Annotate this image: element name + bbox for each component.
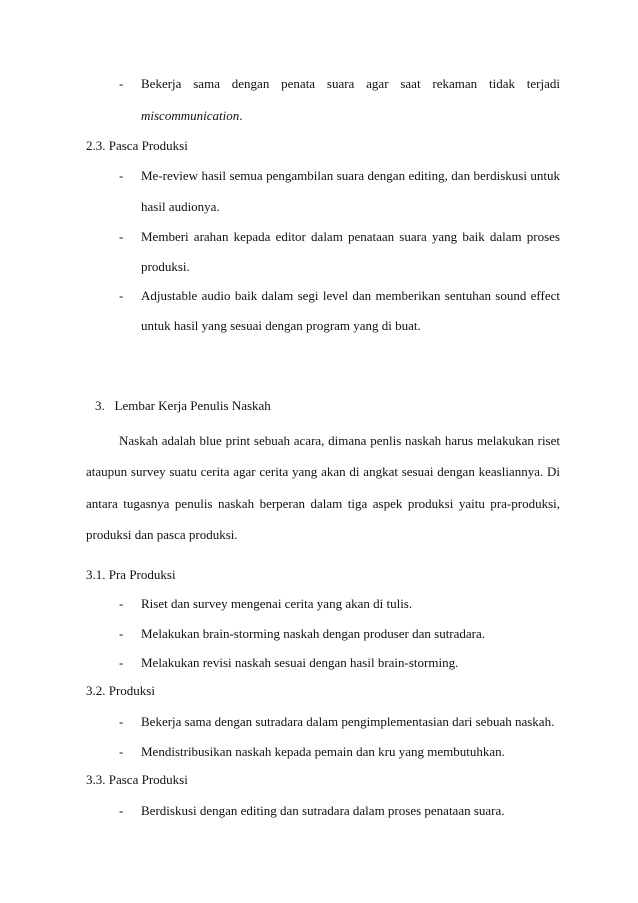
section-heading-3-3: 3.3. Pasca Produksi	[86, 772, 188, 787]
list-item-text: Adjustable audio baik dalam segi level dan memberikan sentuhan sound effect	[141, 288, 560, 303]
bullet-dash: -	[119, 168, 124, 183]
section-heading-2-3: 2.3. Pasca Produksi	[86, 138, 188, 153]
list-item-text: Bekerja sama dengan penata suara agar saat rekaman tidak terjadi	[141, 76, 560, 91]
list-item-text-continued: produksi.	[141, 259, 190, 274]
section-heading-3-2: 3.2. Produksi	[86, 683, 155, 698]
list-item-text-continued	[141, 108, 242, 124]
bullet-dash: -	[119, 288, 124, 303]
paragraph-line: antara tugasnya penulis naskah berperan dalam tiga aspek produksi yaitu pra-produksi,	[86, 496, 560, 511]
paragraph-line: Naskah adalah blue print sebuah acara, dimana penlis naskah harus melakukan riset	[119, 433, 560, 448]
list-item-text: Mendistribusikan naskah kepada pemain dan kru yang membutuhkan.	[141, 744, 505, 759]
list-item-text: Memberi arahan kepada editor dalam penataan suara yang baik dalam proses	[141, 229, 560, 244]
bullet-dash: -	[119, 714, 124, 729]
paragraph-line: ataupun survey suatu cerita agar cerita yang akan di angkat sesuai dengan keasliannya. Di	[86, 464, 560, 479]
section-heading-3-1: 3.1. Pra Produksi	[86, 567, 176, 582]
bullet-dash: -	[119, 626, 124, 641]
bullet-dash: -	[119, 76, 124, 91]
bullet-dash: -	[119, 229, 124, 244]
list-item-text: Me-review hasil semua pengambilan suara dengan editing, dan berdiskusi untuk	[141, 168, 560, 183]
bullet-dash: -	[119, 655, 124, 670]
list-item-text: Berdiskusi dengan editing dan sutradara dalam proses penataan suara.	[141, 803, 505, 818]
list-item-text: Melakukan revisi naskah sesuai dengan hasil brain-storming.	[141, 655, 459, 670]
list-item-text-continued: hasil audionya.	[141, 199, 220, 214]
list-item-text: Bekerja sama dengan sutradara dalam pengimplementasian dari sebuah naskah.	[141, 714, 555, 729]
period: .	[239, 108, 243, 123]
list-item-text: Riset dan survey mengenai cerita yang akan di tulis.	[141, 596, 413, 611]
bullet-dash: -	[119, 803, 124, 818]
paragraph-line: produksi dan pasca produksi.	[86, 527, 238, 542]
list-item-text: Melakukan brain-storming naskah dengan produser dan sutradara.	[141, 626, 486, 641]
bullet-dash: -	[119, 596, 124, 611]
section-heading-3: 3. Lembar Kerja Penulis Naskah	[95, 398, 271, 413]
bullet-dash: -	[119, 744, 124, 759]
list-item-text-continued: untuk hasil yang sesuai dengan program yang di buat.	[141, 318, 421, 333]
italic-term: miscommunication	[141, 108, 240, 123]
